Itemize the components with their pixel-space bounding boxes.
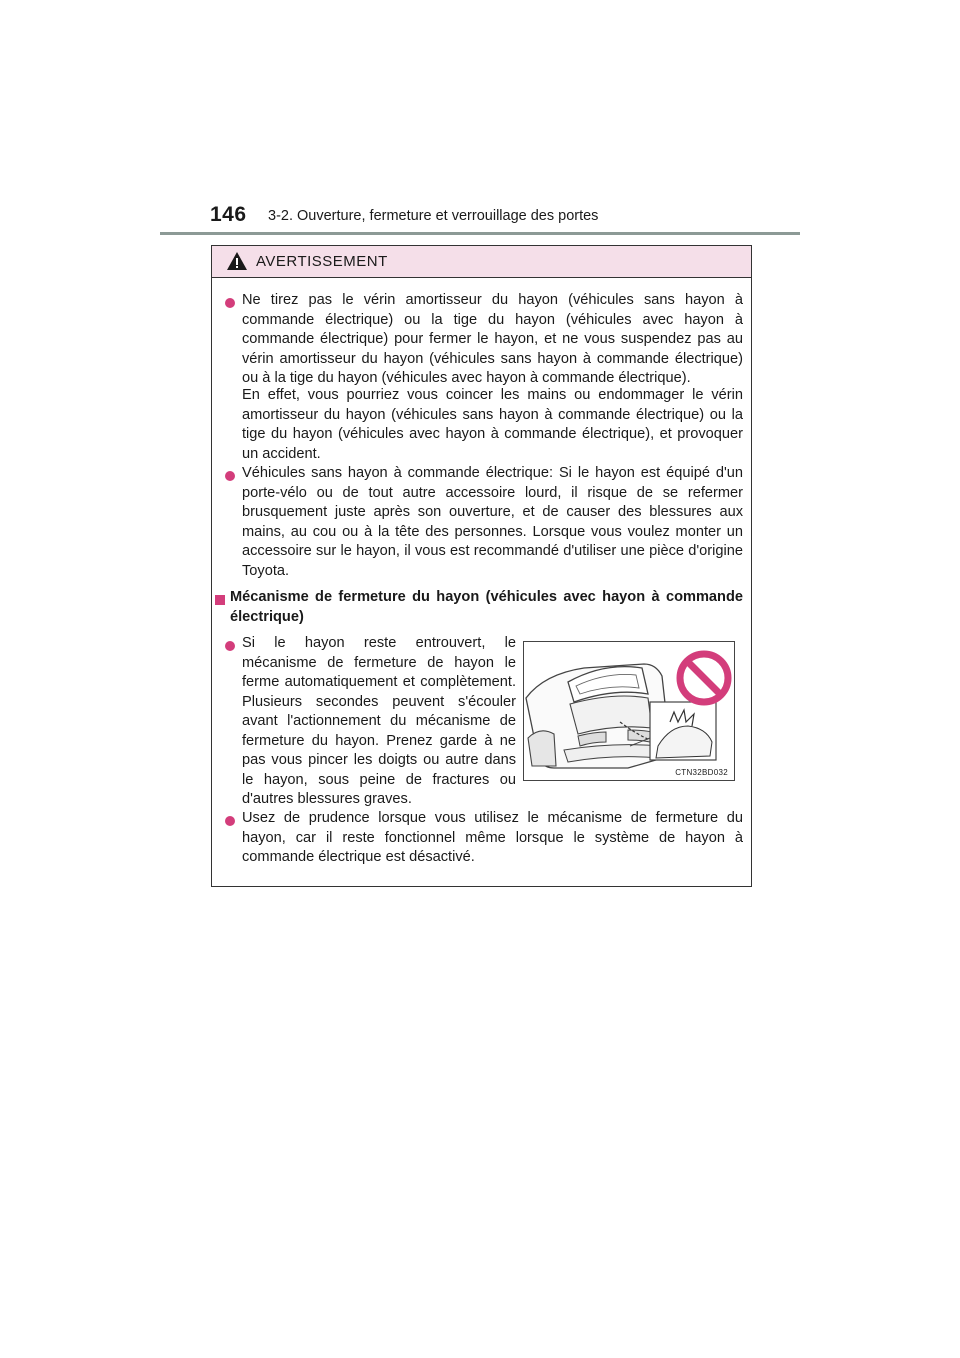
- warning-bullet-1: Ne tirez pas le vérin amortisseur du hayon (véhicules sans hayon à commande électrique) ou la tige du hayon (véhicules avec hayon à commande électrique) pour fermer le hayon, et ne vous suspendez pas au vérin amortisseur du hayon (véhicules sans hayon à commande électrique) ou à la tige du hayon (véhicules avec hayon à commande électrique).: [242, 292, 743, 386]
- bullet-icon: [225, 816, 235, 826]
- warning-bullet-4: Usez de prudence lorsque vous utilisez le mécanisme de fermeture du hayon, car il reste fonctionnel même lorsque le système de hayon à commande électrique est désactivé.: [242, 810, 743, 865]
- warning-title: AVERTISSEMENT: [256, 253, 388, 270]
- page-header: [160, 200, 800, 234]
- illustration-code: CTN32BD032: [675, 768, 728, 777]
- section-title: 3-2. Ouverture, fermeture et verrouillage des portes: [268, 208, 599, 224]
- warning-bullet-1-continued: En effet, vous pourriez vous coincer les mains ou endommager le vérin amortisseur du hayon (véhicules sans hayon à commande électrique) ou la tige du hayon (véhicules avec hayon à commande électrique), et provoquer un accident.: [242, 387, 743, 462]
- bullet-icon: [225, 471, 235, 481]
- warning-triangle-icon: [226, 251, 248, 271]
- square-bullet-icon: [215, 595, 225, 605]
- warning-bullet-2: Véhicules sans hayon à commande électrique: Si le hayon est équipé d'un porte-vélo ou de tout autre accessoire lourd, il risque de se refermer brusquement juste après son ouverture, et de causer des blessures aux mains, au cou ou à la tête des personnes. Lorsque vous voulez monter un accessoire sur le hayon, il vous est recommandé d'utiliser une pièce d'origine Toyota.: [242, 465, 743, 579]
- bullet-icon: [225, 298, 235, 308]
- warning-bullet-3: Si le hayon reste entrouvert, le mécanisme de fermeture de hayon le ferme automatiquement et complètement. Plusieurs secondes peuvent s'écouler avant l'actionnement du mécanisme de fermeture du hayon. Prenez garde à ne pas vous pincer les doigts ou autre dans le hayon, sous peine de fractures ou d'autres blessures graves.: [242, 635, 516, 807]
- header-rule: [160, 232, 800, 235]
- tailgate-illustration: [523, 641, 735, 781]
- car-tailgate-pinch-illustration: [524, 642, 734, 780]
- warning-subheading: Mécanisme de fermeture du hayon (véhicules avec hayon à commande électrique): [230, 589, 743, 625]
- page-number: 146: [210, 203, 247, 226]
- warning-header: [212, 246, 751, 278]
- bullet-icon: [225, 641, 235, 651]
